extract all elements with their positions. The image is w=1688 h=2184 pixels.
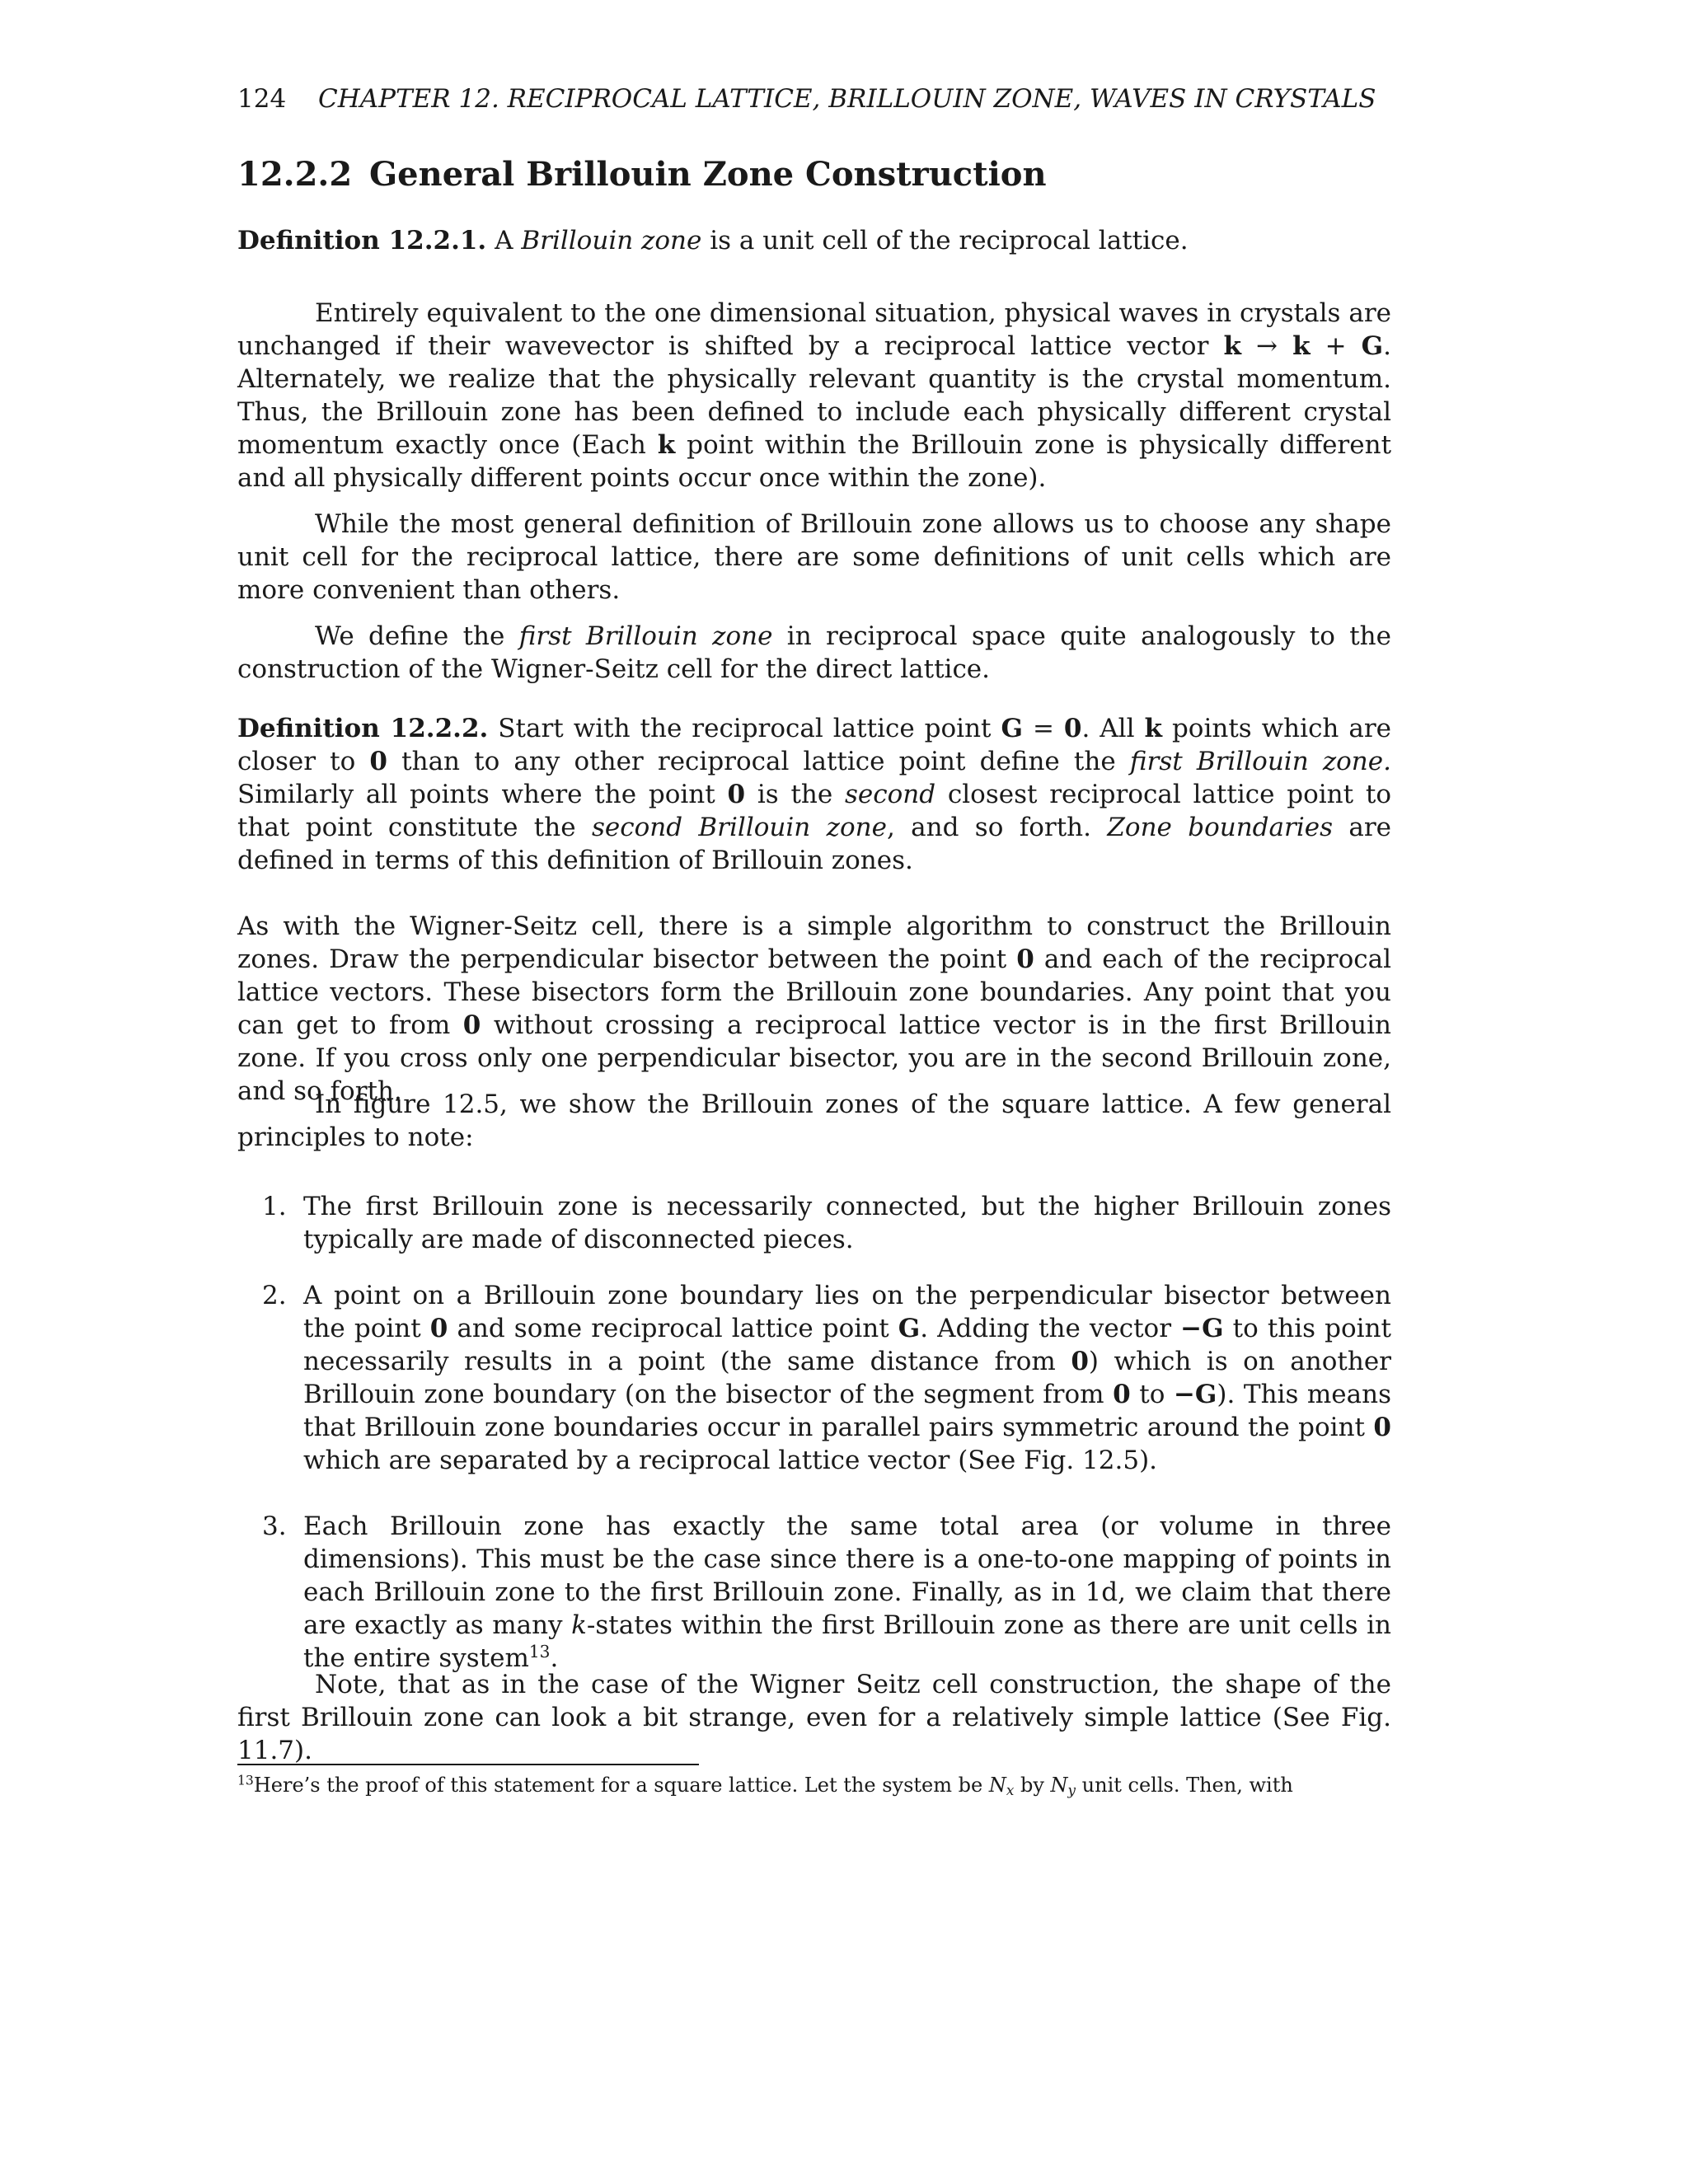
- math-G: G: [1361, 331, 1384, 361]
- math-N: N: [988, 1774, 1006, 1797]
- paragraph-3: [237, 620, 1391, 686]
- text-span: Here’s the proof of this statement for a square lattice. Let the system be: [253, 1774, 983, 1797]
- text-span: by: [1020, 1774, 1044, 1797]
- math-k: k: [1144, 714, 1162, 743]
- math-equals: =: [1032, 714, 1054, 743]
- chapter-title: CHAPTER 12. RECIPROCAL LATTICE, BRILLOUIN ZONE, WAVES IN CRYSTALS: [318, 84, 1376, 114]
- text-span: ) which is on another Brillouin zone boundary (on the bisector of the segment from: [303, 1347, 1391, 1409]
- text-span: .: [550, 1643, 559, 1673]
- text-span: Each Brillouin zone has exactly the same total area (or volume in three dimensions). This must be the case since there is a one-to-one mapping of points in each Brillouin zone to the first Brillouin zone. Finally, as in 1d, we claim that there are exactly as many: [303, 1511, 1391, 1640]
- text-span: are defined in terms of this definition of Brillouin zones.: [237, 813, 1392, 875]
- text-span: in reciprocal space quite analogously to the construction of the Wigner-Seitz cell for the direct lattice.: [237, 621, 1391, 684]
- math-zero: 0: [1113, 1380, 1131, 1409]
- section-heading: [237, 153, 1391, 196]
- term-second: second: [845, 780, 936, 809]
- list-text: [303, 1279, 1391, 1477]
- text-span: ). This means that Brillouin zone boundaries occur in parallel pairs symmetric around the point: [303, 1380, 1392, 1442]
- text-span: points which are closer to: [237, 714, 1392, 776]
- math-zero: 0: [369, 747, 387, 776]
- text-span: unit cells. Then, with: [1081, 1774, 1293, 1797]
- term-second-brillouin-zone: second Brillouin zone: [591, 813, 887, 842]
- text-span: Similarly all points where the point: [237, 780, 715, 809]
- text-span: is a unit cell of the reciprocal lattice.: [710, 226, 1189, 255]
- text-span: A: [495, 226, 513, 255]
- list-number: 1.: [262, 1192, 287, 1221]
- paragraph-4: [237, 910, 1391, 1108]
- text-span: As with the Wigner-Seitz cell, there is a simple algorithm to construct the Brillouin zones. Draw the perpendicular bisector between the point: [237, 912, 1391, 974]
- math-zero: 0: [727, 780, 746, 809]
- math-negative-G: −G: [1173, 1380, 1217, 1409]
- text-span: and some reciprocal lattice point: [457, 1314, 889, 1343]
- text-span: to this point necessarily results in a point (the same distance from: [303, 1314, 1392, 1376]
- text-span: is the: [757, 780, 833, 809]
- footnote-rule: [237, 1764, 699, 1765]
- math-k: k: [1292, 331, 1311, 361]
- section-number: 12.2.2: [237, 155, 353, 194]
- math-plus: +: [1325, 331, 1347, 361]
- list-text: [303, 1510, 1391, 1675]
- math-Nx: [989, 1774, 1014, 1797]
- math-zero: 0: [1016, 944, 1034, 974]
- text-span: . Adding the vector: [920, 1314, 1172, 1343]
- math-zero: 0: [1071, 1347, 1089, 1376]
- text-span: to: [1139, 1380, 1165, 1409]
- paragraph-2: While the most general definition of Brillouin zone allows us to choose any shape unit cell for the reciprocal lattice, there are some definitions of unit cells which are more convenient than others.: [237, 509, 1391, 605]
- math-zero: 0: [1373, 1413, 1391, 1442]
- text-span: point within the Brillouin zone is physically different and all physically different points occur once within the zone).: [237, 430, 1392, 493]
- text-span: , and so forth.: [886, 813, 1091, 842]
- paragraph-5: In figure 12.5, we show the Brillouin zones of the square lattice. A few general principles to note:: [237, 1090, 1391, 1152]
- definition-label: Definition 12.2.2.: [237, 714, 489, 743]
- text-span: and each of the reciprocal lattice vectors. These bisectors form the Brillouin zone boundaries. Any point that you can get to from: [237, 944, 1391, 1040]
- math-zero: 0: [462, 1010, 481, 1040]
- text-span: without crossing a reciprocal lattice vector is in the first Brillouin zone. If you cross only one perpendicular bisector, you are in the second Brillouin zone, and so forth.: [237, 1010, 1392, 1106]
- text-span: Entirely equivalent to the one dimensional situation, physical waves in crystals are unchanged if their wavevector is shifted by a reciprocal lattice vector: [237, 298, 1391, 361]
- text-span: -states within the first Brillouin zone as there are unit cells in the entire system: [303, 1610, 1392, 1673]
- list-number: 2.: [262, 1281, 287, 1310]
- list-number: 3.: [262, 1511, 287, 1541]
- footnote-mark: 13: [237, 1773, 254, 1788]
- math-arrow: →: [1256, 331, 1278, 361]
- text-span: Start with the reciprocal lattice point: [498, 714, 992, 743]
- term-first-brillouin-zone: first Brillouin zone.: [1129, 747, 1391, 776]
- math-subscript: y: [1067, 1782, 1076, 1798]
- text-span: . Alternately, we realize that the physically relevant quantity is the crystal momentum. Thus, the Brillouin zone has been defined to include each physically different crystal momentum exactly once (Each: [237, 331, 1392, 460]
- math-k: k: [1223, 331, 1241, 361]
- math-zero: 0: [1063, 714, 1082, 743]
- math-G: G: [1001, 714, 1023, 743]
- math-Ny: [1051, 1774, 1076, 1797]
- math-G: G: [898, 1314, 921, 1343]
- section-title: General Brillouin Zone Construction: [369, 155, 1047, 194]
- text-span: closest reciprocal lattice point to that point constitute the: [237, 780, 1391, 842]
- math-negative-G: −G: [1180, 1314, 1224, 1343]
- page-number: 124: [237, 84, 287, 114]
- math-subscript: x: [1006, 1782, 1015, 1798]
- footnote-13: [237, 1772, 1391, 1798]
- text-span: which are separated by a reciprocal lattice vector (See Fig. 12.5).: [303, 1446, 1158, 1475]
- math-zero: 0: [429, 1314, 448, 1343]
- math-k: k: [571, 1610, 587, 1640]
- paragraph-1: [237, 297, 1391, 494]
- definition-12-2-2: [237, 712, 1391, 877]
- term-zone-boundaries: Zone boundaries: [1107, 813, 1333, 842]
- term-first-brillouin-zone: first Brillouin zone: [518, 621, 773, 651]
- paragraph-6: Note, that as in the case of the Wigner Seitz cell construction, the shape of the first Brillouin zone can look a bit strange, even for a relatively simple lattice (See Fig. 11.7).: [237, 1670, 1391, 1765]
- math-k: k: [657, 430, 676, 460]
- term-brillouin-zone: Brillouin zone: [521, 226, 702, 255]
- math-N: N: [1050, 1774, 1068, 1797]
- text-span: A point on a Brillouin zone boundary lies on the perpendicular bisector between the point: [303, 1281, 1391, 1343]
- definition-label: Definition 12.2.1.: [237, 226, 487, 255]
- text-span: . All: [1081, 714, 1135, 743]
- running-head: [237, 81, 1391, 117]
- text-span: than to any other reciprocal lattice point define the: [401, 747, 1116, 776]
- definition-12-2-1: [237, 224, 1391, 257]
- text-span: We define the: [315, 621, 505, 651]
- footnote-mark: 13: [528, 1641, 551, 1661]
- list-text: The first Brillouin zone is necessarily connected, but the higher Brillouin zones typically are made of disconnected pieces.: [303, 1192, 1391, 1254]
